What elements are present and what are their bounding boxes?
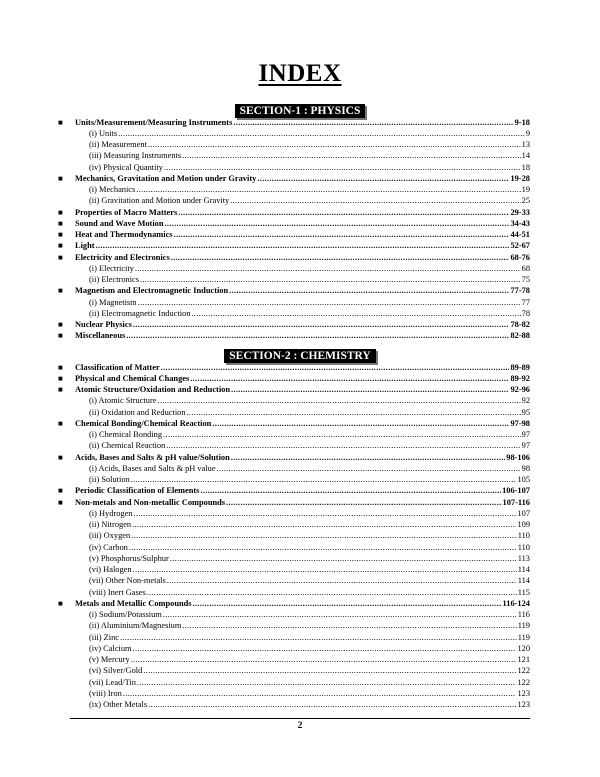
toc-subtopic-page: 120 — [517, 643, 530, 653]
toc-subtopic-row[interactable] — [75, 677, 530, 688]
toc-topic-label: Chemical Bonding/Chemical Reaction — [75, 418, 212, 428]
toc-topic-label: Acids, Bases and Salts & pH value/Solution — [75, 452, 230, 462]
toc-subtopic-row[interactable] — [75, 553, 530, 564]
toc-subtopic-row[interactable] — [75, 530, 530, 541]
toc-subtopic-row[interactable] — [75, 609, 530, 620]
toc-subtopic-label: (iii) Zinc — [89, 632, 119, 642]
dot-leader — [191, 308, 520, 319]
dot-leader — [137, 677, 517, 688]
toc-topic-pages: 97-98 — [510, 418, 530, 428]
toc-topic-row[interactable] — [58, 252, 530, 263]
toc-subtopic-row[interactable] — [75, 632, 530, 643]
square-bullet-icon: ■ — [58, 252, 63, 262]
toc-subtopic-row[interactable] — [75, 564, 530, 575]
toc-subtopic-label: (ii) Measurement — [89, 140, 147, 149]
dot-leader — [166, 440, 520, 451]
toc-subtopic-page: 114 — [517, 565, 530, 574]
dot-leader — [226, 497, 501, 508]
dot-leader — [257, 173, 509, 184]
square-bullet-icon: ■ — [58, 418, 63, 428]
toc-subtopic-page: 18 — [521, 162, 530, 172]
toc-subtopic-page: 110 — [517, 531, 530, 541]
toc-subtopic-label: (ii) Oxidation and Reduction — [89, 407, 186, 417]
toc-topic-label: Nuclear Physics — [75, 320, 132, 329]
toc-topic-pages: 19-28 — [510, 173, 530, 183]
toc-topic-pages: 78-82 — [510, 320, 530, 329]
toc-subtopic-label: (iv) Physical Quantity — [89, 162, 163, 172]
dot-leader — [164, 162, 521, 173]
dot-leader — [118, 128, 525, 139]
toc-topic-pages: 34-43 — [510, 218, 530, 228]
toc-subtopic-label: (ii) Gravitation and Motion under Gravity — [89, 196, 230, 206]
toc-topic-pages: 52-67 — [510, 241, 530, 251]
square-bullet-icon: ■ — [58, 486, 63, 496]
toc-topic-label: Classification of Matter — [75, 362, 160, 372]
toc-subtopic-row[interactable] — [75, 139, 530, 150]
section-header — [0, 346, 600, 360]
toc-topic-pages: 9-18 — [514, 117, 530, 127]
toc-subtopic-page: 122 — [517, 677, 530, 687]
dot-leader — [190, 373, 509, 384]
toc-topic-label: Periodic Classification of Elements — [75, 486, 200, 496]
toc-topic-pages: 107-116 — [502, 497, 530, 507]
toc-subtopic-label: (ix) Other Metals — [89, 700, 148, 709]
dot-leader — [135, 263, 521, 274]
dot-leader — [170, 553, 517, 564]
toc-subtopic-page: 109 — [517, 520, 530, 529]
toc-subtopic-label: (ii) Solution — [89, 475, 130, 484]
toc-topic-pages: 89-92 — [510, 373, 530, 383]
dot-leader — [96, 240, 510, 251]
toc-topic-pages: 106-107 — [502, 486, 530, 496]
dot-leader — [212, 418, 509, 429]
toc-subtopic-label: (iv) Calcium — [89, 643, 132, 653]
toc-topic-label: Magnetism and Electromagnetic Induction — [75, 286, 229, 296]
square-bullet-icon: ■ — [58, 241, 63, 251]
toc-subtopic-page: 115 — [517, 587, 530, 597]
dot-leader — [167, 575, 517, 586]
square-bullet-icon: ■ — [58, 207, 63, 217]
section-header-label: SECTION-2 : CHEMISTRY — [224, 349, 375, 363]
toc-subtopic-label: (viii) Inert Gases — [89, 587, 146, 597]
toc-subtopic-row[interactable] — [75, 508, 530, 519]
dot-leader — [233, 117, 513, 128]
toc-subtopic-row[interactable] — [75, 519, 530, 530]
toc-subtopic-row[interactable] — [75, 395, 530, 406]
toc-topic-row[interactable] — [58, 384, 530, 395]
toc-topic-label: Miscellaneous — [75, 331, 126, 341]
dot-leader — [178, 207, 509, 218]
toc-topic-row[interactable] — [58, 319, 530, 330]
toc-topic-row[interactable] — [58, 452, 530, 463]
toc-topic-label: Heat and Thermodynamics — [75, 230, 173, 239]
square-bullet-icon: ■ — [58, 452, 63, 462]
toc-topic-row[interactable] — [58, 418, 530, 429]
toc-topic-row[interactable] — [58, 373, 530, 384]
toc-subtopic-row[interactable] — [75, 463, 530, 474]
dot-leader — [138, 297, 521, 308]
square-bullet-icon: ■ — [58, 218, 63, 228]
toc-subtopic-label: (v) Mercury — [89, 655, 130, 664]
dot-leader — [133, 564, 517, 575]
dot-leader — [133, 643, 517, 654]
toc-subtopic-label: (i) Atomic Structure — [89, 396, 157, 406]
toc-subtopic-row[interactable] — [75, 162, 530, 173]
toc-topic-pages: 68-76 — [510, 252, 530, 262]
page-number: 2 — [297, 721, 303, 731]
toc-topic-label: Sound and Wave Motion — [75, 218, 164, 228]
toc-subtopic-page: 110 — [517, 542, 530, 552]
toc-subtopic-row[interactable] — [75, 297, 530, 308]
toc-subtopic-row[interactable] — [75, 654, 530, 665]
dot-leader — [129, 542, 517, 553]
toc-subtopic-page: 105 — [517, 475, 530, 484]
toc-subtopic-label: (i) Mechanics — [89, 185, 136, 194]
square-bullet-icon: ■ — [58, 320, 63, 329]
dot-leader — [182, 620, 516, 631]
toc-subtopic-row[interactable] — [75, 575, 530, 586]
square-bullet-icon: ■ — [58, 230, 63, 239]
toc-subtopic-label: (i) Hydrogen — [89, 508, 133, 518]
toc-subtopic-label: (ii) Aluminium/Magnesium — [89, 621, 182, 631]
toc-subtopic-label: (ii) Nitrogen — [89, 520, 132, 529]
toc-subtopic-page: 25 — [521, 196, 530, 206]
toc-subtopic-page: 107 — [517, 508, 530, 518]
toc-topic-row[interactable] — [58, 362, 530, 373]
toc-topic-pages: 82-88 — [510, 331, 530, 341]
toc-topic-row[interactable] — [58, 598, 530, 609]
toc-subtopic-row[interactable] — [75, 128, 530, 139]
dot-leader — [147, 587, 517, 598]
toc-topic-row[interactable] — [58, 240, 530, 251]
footer-divider — [70, 718, 530, 719]
dot-leader — [131, 654, 517, 665]
toc-subtopic-label: (ii) Chemical Reaction — [89, 441, 166, 451]
toc-topic-row[interactable] — [58, 285, 530, 296]
toc-topic-pages: 98-106 — [506, 452, 530, 462]
square-bullet-icon: ■ — [58, 331, 63, 341]
toc-topic-label: Electricity and Electronics — [75, 252, 170, 262]
toc-subtopic-page: 122 — [517, 666, 530, 676]
dot-leader — [157, 395, 520, 406]
square-bullet-icon: ■ — [58, 362, 63, 372]
toc-subtopic-page: 95 — [521, 407, 530, 417]
dot-leader — [163, 429, 521, 440]
toc-subtopic-page: 116 — [517, 610, 530, 619]
dot-leader — [200, 485, 501, 496]
dot-leader — [131, 530, 517, 541]
dot-leader — [120, 632, 517, 643]
toc-subtopic-label: (ii) Electromagnetic Induction — [89, 308, 191, 318]
toc-subtopic-label: (vi) Silver/Gold — [89, 666, 143, 676]
dot-leader — [171, 252, 510, 263]
toc-topic-pages: 92-96 — [510, 385, 530, 394]
dot-leader — [133, 319, 510, 330]
dot-leader — [123, 688, 517, 699]
toc-subtopic-label: (iii) Measuring Instruments — [89, 151, 182, 161]
dot-leader — [187, 407, 521, 418]
dot-leader — [229, 285, 509, 296]
square-bullet-icon: ■ — [58, 385, 63, 394]
toc-subtopic-page: 113 — [517, 553, 530, 563]
dot-leader — [148, 699, 516, 710]
toc-subtopic-page: 114 — [517, 576, 530, 586]
dot-leader — [131, 474, 517, 485]
toc-subtopic-page: 123 — [517, 688, 530, 698]
toc-subtopic-row[interactable] — [75, 688, 530, 699]
toc-subtopic-row[interactable] — [75, 150, 530, 161]
dot-leader — [132, 519, 516, 530]
toc-topic-pages: 89-89 — [510, 362, 530, 372]
toc-subtopic-label: (iv) Carbon — [89, 542, 128, 552]
toc-subtopic-label: (i) Electricity — [89, 263, 134, 273]
toc-topic-row[interactable] — [58, 229, 530, 240]
toc-subtopic-label: (i) Magnetism — [89, 297, 137, 307]
toc-topic-row[interactable] — [58, 218, 530, 229]
toc-subtopic-page: 121 — [517, 655, 530, 664]
toc-subtopic-page: 77 — [521, 297, 530, 307]
toc-subtopic-page: 123 — [517, 700, 530, 709]
toc-topic-row[interactable] — [58, 497, 530, 508]
toc-subtopic-row[interactable] — [75, 587, 530, 598]
toc-subtopic-page: 9 — [525, 128, 530, 138]
toc-topic-row[interactable] — [58, 485, 530, 496]
square-bullet-icon: ■ — [58, 598, 63, 608]
toc-subtopic-row[interactable] — [75, 263, 530, 274]
dot-leader — [163, 609, 517, 620]
section-header — [0, 101, 600, 115]
dot-leader — [140, 274, 521, 285]
square-bullet-icon: ■ — [58, 117, 63, 127]
toc-topic-label: Light — [75, 241, 95, 251]
toc-topic-label: Units/Measurement/Measuring Instruments — [75, 117, 233, 127]
toc-subtopic-row[interactable] — [75, 274, 530, 285]
toc-subtopic-row[interactable] — [75, 184, 530, 195]
toc-topic-label: Metals and Metallic Compounds — [75, 598, 192, 608]
toc-subtopic-label: (ii) Electronics — [89, 275, 139, 284]
toc-subtopic-row[interactable] — [75, 308, 530, 319]
dot-leader — [134, 508, 517, 519]
toc-topic-row[interactable] — [58, 117, 530, 128]
toc-subtopic-row[interactable] — [75, 440, 530, 451]
toc-topic-pages: 116-124 — [502, 598, 530, 608]
toc-topic-row[interactable] — [58, 330, 530, 341]
toc-topic-label: Non-metals and Non-metallic Compounds — [75, 497, 226, 507]
toc-topic-label: Atomic Structure/Oxidation and Reduction — [75, 385, 231, 394]
toc-topic-pages: 77-78 — [510, 286, 530, 296]
toc-subtopic-page: 14 — [521, 151, 530, 161]
dot-leader — [193, 598, 502, 609]
toc-subtopic-row[interactable] — [75, 474, 530, 485]
toc-subtopic-label: (v) Phosphorus/Sulphur — [89, 553, 169, 563]
dot-leader — [217, 463, 521, 474]
dot-leader — [182, 150, 521, 161]
toc-topic-label: Mechanics, Gravitation and Motion under Gravity — [75, 173, 257, 183]
dot-leader — [161, 362, 510, 373]
toc-topic-row[interactable] — [58, 207, 530, 218]
toc-subtopic-label: (i) Units — [89, 128, 118, 138]
dot-leader — [231, 452, 506, 463]
dot-leader — [126, 330, 509, 341]
toc-subtopic-page: 119 — [517, 632, 530, 642]
square-bullet-icon: ■ — [58, 173, 63, 183]
toc-subtopic-label: (i) Acids, Bases and Salts & pH value — [89, 463, 216, 473]
section-header-label: SECTION-1 : PHYSICS — [235, 104, 366, 118]
dot-leader — [136, 184, 520, 195]
toc-subtopic-label: (i) Chemical Bonding — [89, 430, 163, 439]
toc-subtopic-row[interactable] — [75, 429, 530, 440]
toc-subtopic-page: 78 — [521, 308, 530, 318]
toc-subtopic-row[interactable] — [75, 195, 530, 206]
toc-subtopic-label: (vii) Other Non-metals — [89, 576, 166, 586]
toc-subtopic-page: 13 — [521, 140, 530, 149]
toc-subtopic-page: 97 — [521, 441, 530, 451]
dot-leader — [231, 384, 509, 395]
toc-topic-row[interactable] — [58, 173, 530, 184]
square-bullet-icon: ■ — [58, 373, 63, 383]
toc-subtopic-label: (vii) Lead/Tin — [89, 677, 136, 687]
dot-leader — [230, 195, 520, 206]
toc-subtopic-row[interactable] — [75, 407, 530, 418]
square-bullet-icon: ■ — [58, 286, 63, 296]
toc-topic-label: Physical and Chemical Changes — [75, 373, 190, 383]
dot-leader — [165, 218, 510, 229]
toc-topic-pages: 29-33 — [510, 207, 530, 217]
toc-subtopic-row[interactable] — [75, 699, 530, 710]
dot-leader — [148, 139, 521, 150]
toc-subtopic-page: 68 — [521, 263, 530, 273]
dot-leader — [143, 665, 516, 676]
toc-subtopic-page: 92 — [521, 396, 530, 406]
toc-topic-label: Properties of Macro Matters — [75, 207, 178, 217]
toc-subtopic-label: (vi) Halogen — [89, 565, 132, 574]
toc-subtopic-page: 97 — [521, 430, 530, 439]
toc-subtopic-page: 98 — [521, 463, 530, 473]
toc-subtopic-row[interactable] — [75, 665, 530, 676]
toc-subtopic-label: (iii) Oxygen — [89, 531, 131, 541]
toc-subtopic-row[interactable] — [75, 542, 530, 553]
square-bullet-icon: ■ — [58, 497, 63, 507]
page-title: INDEX — [258, 60, 342, 87]
toc-subtopic-row[interactable] — [75, 643, 530, 654]
toc-subtopic-row[interactable] — [75, 620, 530, 631]
toc-subtopic-page: 75 — [521, 275, 530, 284]
toc-topic-pages: 44-51 — [510, 230, 530, 239]
toc-subtopic-page: 19 — [521, 185, 530, 194]
dot-leader — [174, 229, 510, 240]
toc-subtopic-page: 119 — [517, 621, 530, 631]
toc-subtopic-label: (viii) Iron — [89, 688, 122, 698]
toc-subtopic-label: (i) Sodium/Potassium — [89, 610, 162, 619]
